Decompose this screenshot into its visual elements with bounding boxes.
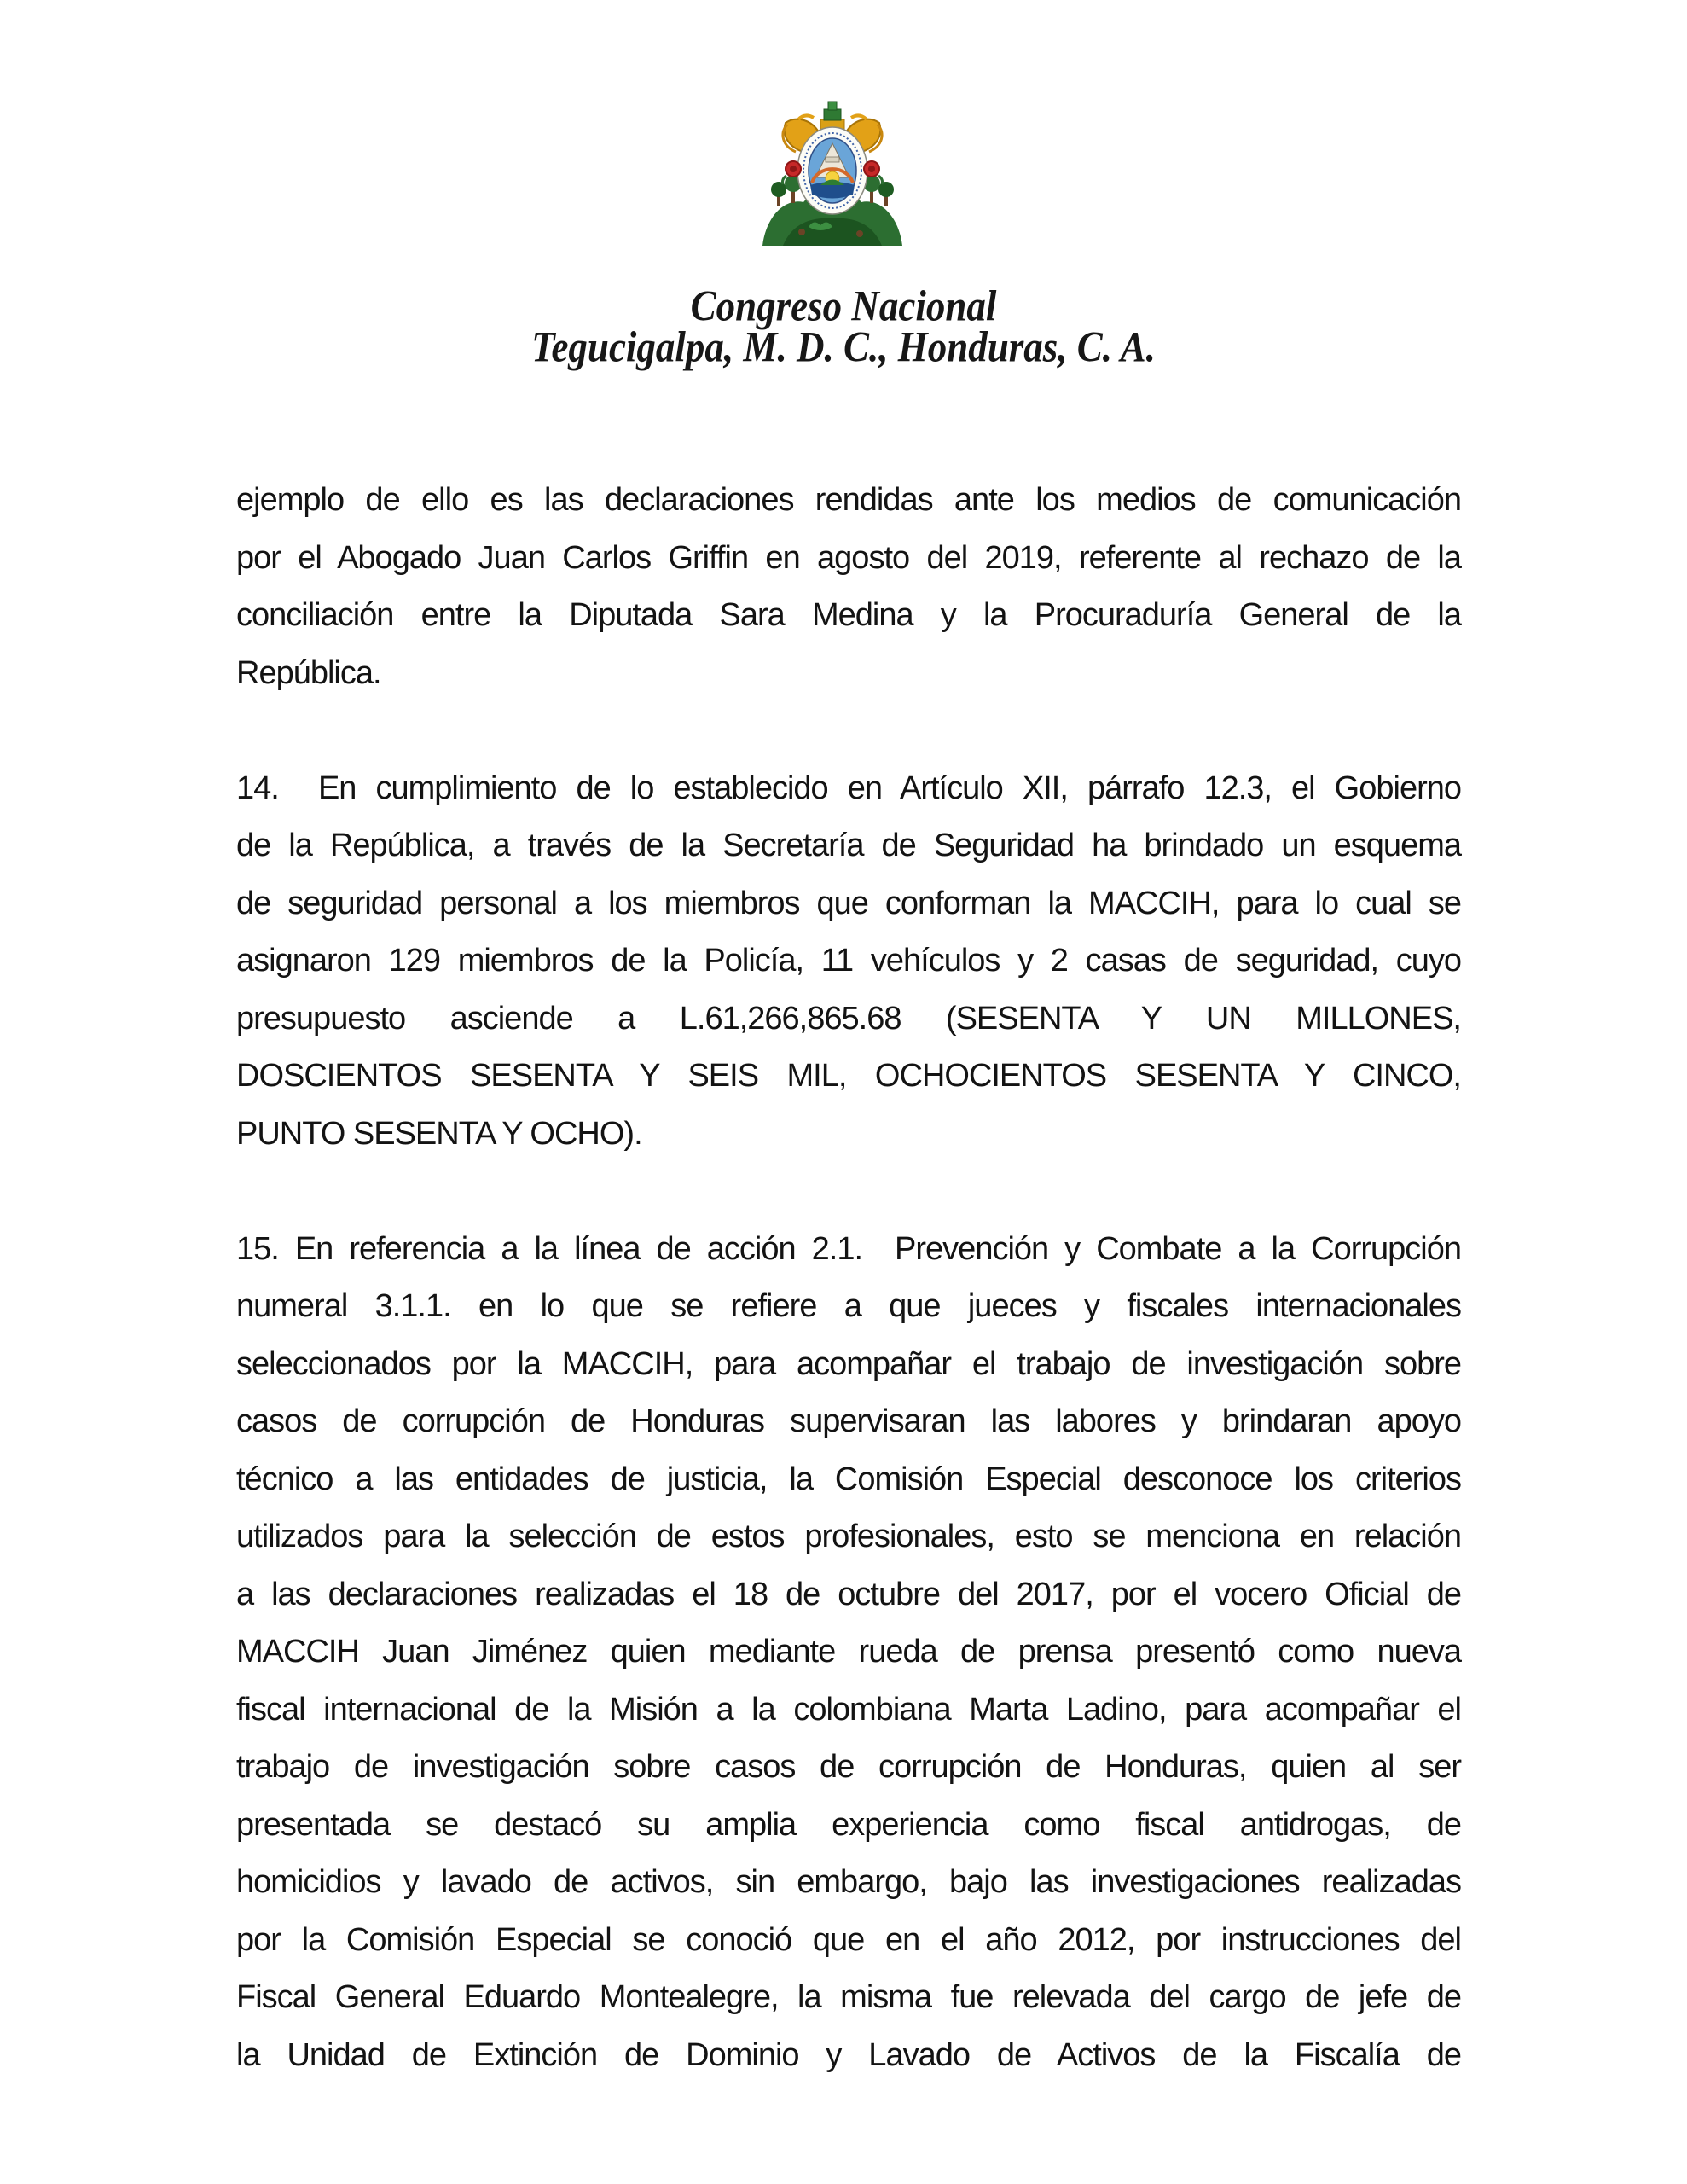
text-line: por la Comisión Especial se conoció que en el año 2012, por instrucciones del [236,1921,1461,1958]
text-line: seleccionados por la MACCIH, para acompañar el trabajo de investigación sobre [236,1345,1461,1382]
text-line: Fiscal General Eduardo Montealegre, la misma fue relevada del cargo de jefe de [236,1979,1461,2015]
text-line: de seguridad personal a los miembros que conforman la MACCIH, para lo cual se [236,885,1461,921]
text-line: a las declaraciones realizadas el 18 de octubre del 2017, por el vocero Oficial de [236,1576,1461,1612]
text-line: conciliación entre la Diputada Sara Medina y la Procuraduría General de la [236,597,1461,633]
text-line: la Unidad de Extinción de Dominio y Lavado de Activos de la Fiscalía de [236,2036,1461,2073]
text-line: fiscal internacional de la Misión a la colombiana Marta Ladino, para acompañar el [236,1691,1461,1728]
text-line: 15. En referencia a la línea de acción 2.1. Prevención y Combate a la Corrupción [236,1230,1461,1267]
text-line: presentada se destacó su amplia experiencia como fiscal antidrogas, de [236,1806,1461,1843]
paragraph-2 [236,760,1461,1164]
text-line: presupuesto asciende a L.61,266,865.68 (SESENTA Y UN MILLONES, [236,1000,1461,1037]
text-line: casos de corrupción de Honduras supervisaran las labores y brindaran apoyo [236,1403,1461,1439]
paragraph-1 [236,472,1461,702]
text-line: trabajo de investigación sobre casos de corrupción de Honduras, quien al ser [236,1749,1461,1785]
document-body [236,472,1461,2084]
header-location: Tegucigalpa, M. D. C., Honduras, C. A. [531,322,1156,371]
text-line: 14. En cumplimiento de lo establecido en Artículo XII, párrafo 12.3, el Gobierno [236,770,1461,806]
text-line: utilizados para la selección de estos profesionales, esto se menciona en relación [236,1519,1461,1554]
honduras-coat-of-arms-icon [757,99,907,246]
text-line: técnico a las entidades de justicia, la Comisión Especial desconoce los criterios [236,1461,1461,1497]
text-line: ejemplo de ello es las declaraciones rendidas ante los medios de comunicación [236,482,1461,518]
text-line: homicidios y lavado de activos, sin embargo, bajo las investigaciones realizadas [236,1864,1461,1900]
text-line: por el Abogado Juan Carlos Griffin en agosto del 2019, referente al rechazo de la [236,539,1461,576]
text-line: PUNTO SESENTA Y OCHO). [236,1115,642,1152]
text-line: asignaron 129 miembros de la Policía, 11 vehículos y 2 casas de seguridad, cuyo [236,943,1461,979]
text-line: numeral 3.1.1. en lo que se refiere a que jueces y fiscales internacionales [236,1288,1461,1324]
paragraph-3 [236,1221,1461,2085]
text-line: DOSCIENTOS SESENTA Y SEIS MIL, OCHOCIENTOS SESENTA Y CINCO, [236,1058,1461,1094]
text-line: República. [236,654,381,691]
header-institution: Congreso Nacional [690,282,997,330]
text-line: MACCIH Juan Jiménez quien mediante rueda de prensa presentó como nueva [236,1634,1461,1670]
text-line: de la República, a través de la Secretaría de Seguridad ha brindado un esquema [236,828,1461,863]
